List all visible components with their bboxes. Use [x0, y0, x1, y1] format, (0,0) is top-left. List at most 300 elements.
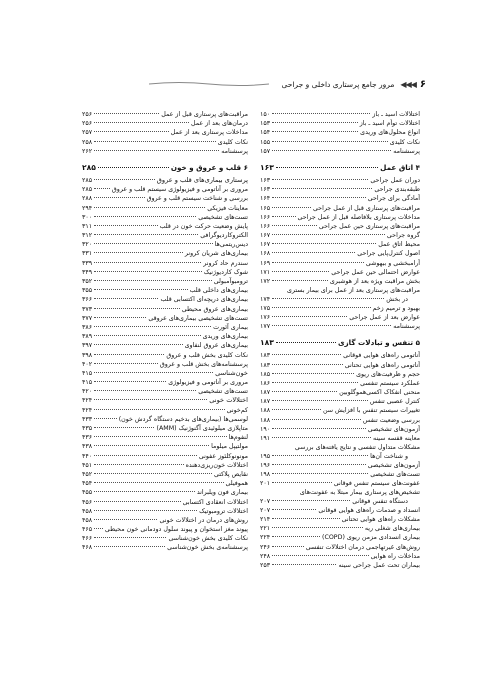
toc-page-number: ۲۴۶ — [260, 543, 271, 551]
toc-page-number: ۴۵۴ — [82, 480, 93, 488]
toc-page-number: ۱۵۷ — [260, 147, 271, 155]
dot-leader — [94, 216, 196, 217]
dot-leader — [94, 141, 216, 142]
toc-page-number: ۱۶۴ — [260, 195, 271, 203]
toc-entry — [260, 397, 420, 406]
toc-entry-title: پرسشنامه — [393, 323, 420, 331]
toc-page-number: ۱۵۵ — [260, 138, 271, 146]
toc-page-number: ۲۰۱ — [260, 480, 271, 488]
toc-page-number: ۴۲۴ — [82, 406, 93, 414]
toc-entry-title: درمان‌های بعد از عمل — [191, 120, 248, 128]
dot-leader — [94, 113, 159, 114]
toc-page-number: ۴۵۲ — [82, 470, 93, 478]
toc-entry-title: بهبود و ترمیم زخم — [372, 304, 420, 312]
toc-page-number: ۱۷۲ — [260, 278, 271, 285]
toc-entry — [260, 313, 420, 322]
dot-leader — [272, 234, 385, 235]
toc-entry — [82, 534, 248, 543]
toc-page-number: ۴۳۸ — [82, 443, 93, 451]
dot-leader — [94, 207, 205, 208]
toc-entry — [260, 268, 420, 277]
dot-leader — [272, 482, 332, 483]
toc-entry — [82, 433, 248, 442]
toc-entry-title: دوران عمل جراحی — [370, 176, 420, 184]
toc-page-number: ۱۸۸ — [260, 416, 271, 424]
toc-entry — [260, 147, 420, 156]
toc-page-number: ۱۹۰ — [260, 425, 271, 433]
toc-entry — [82, 268, 248, 277]
dot-leader — [272, 473, 368, 474]
dot-leader — [94, 409, 225, 410]
dot-leader — [272, 391, 337, 392]
dot-leader — [94, 528, 103, 529]
toc-entry-title: پرسشنامه — [393, 147, 420, 155]
toc-entry-title: تست‌های تشخیصی — [198, 213, 248, 221]
toc-entry-title: بیماری‌های شغلی ریه — [364, 525, 420, 533]
toc-entry — [260, 240, 420, 249]
toc-page-number: ۴۲۴ — [82, 397, 93, 405]
toc-page-number: ۲۵۸ — [82, 138, 93, 146]
toc-entry-title: پرسشنامه — [221, 147, 248, 155]
dot-leader — [94, 271, 202, 272]
toc-entry — [260, 185, 420, 194]
toc-page-number: ۱۶۳ — [260, 176, 271, 184]
toc-entry — [82, 470, 248, 479]
toc-entry — [82, 277, 248, 286]
toc-page-number: ۳۳۱ — [82, 250, 93, 258]
toc-entry — [82, 479, 248, 488]
toc-column-right — [260, 110, 420, 570]
toc-entry — [260, 479, 420, 488]
toc-entry-title: تغییرات سیستم تنفس با افزایش سن — [322, 407, 420, 415]
toc-page-number: ۱۸۵ — [260, 370, 271, 378]
dot-leader — [272, 354, 341, 355]
toc-entry — [82, 507, 248, 516]
dot-leader — [94, 308, 180, 309]
toc-entry — [260, 194, 420, 203]
toc-entry-title: عوارض احتمالی حین عمل جراحی — [331, 268, 420, 276]
toc-entry-title: نکات کلیدی — [389, 138, 420, 146]
dot-leader — [94, 381, 166, 382]
toc-page-number: ۳۷۳ — [82, 305, 93, 313]
toc-entry — [260, 533, 420, 542]
toc-page-number: ۲۵۳ — [260, 562, 271, 570]
dot-leader — [272, 564, 336, 565]
toc-entry — [260, 213, 420, 222]
toc-page-number: ۲۸۵ — [82, 162, 96, 172]
toc-entry-title: بیماری فون ویلبراند — [196, 489, 248, 497]
toc-entry-title: متاپلازی میلوئیدی آگنوژنیک (AMM) — [156, 425, 248, 432]
toc-entry — [82, 442, 248, 451]
toc-entry-title: روش‌های غیرتهاجمی درمان اختلالات تنفسی — [305, 543, 420, 551]
dot-leader — [272, 271, 329, 272]
dot-leader — [272, 122, 358, 123]
dot-leader — [272, 113, 370, 114]
toc-page-number: ۱۵۰ — [260, 111, 271, 118]
toc-entry — [260, 110, 420, 119]
dot-leader — [94, 537, 166, 538]
toc-page-number: ۲۶۲ — [82, 147, 93, 155]
toc-entry — [260, 322, 420, 331]
dot-leader — [94, 243, 212, 244]
toc-page-number: ۳۹۷ — [82, 342, 93, 350]
toc-page-number: ۴۳۳ — [82, 415, 93, 423]
dot-leader — [272, 150, 391, 151]
dot-leader — [94, 188, 110, 189]
dot-leader — [272, 509, 316, 510]
dot-leader — [94, 326, 211, 327]
toc-entry — [82, 222, 248, 231]
toc-page-number: ۱۶۷ — [260, 232, 271, 240]
toc-entry-title: مشکلات متداول تنفسی و نتایج یافته‌های بررسی — [294, 444, 420, 452]
toc-entry-title: هموفیلی — [225, 480, 248, 488]
toc-section-entry — [82, 396, 248, 405]
dot-leader — [272, 546, 304, 547]
toc-entry — [82, 128, 248, 137]
toc-page-number: ۳۵۲ — [82, 278, 93, 285]
toc-entry-title: مونونوکلئوز عفونی — [198, 452, 248, 460]
toc-entry-title: مراقبت‌های پرستاری بعد از عمل برای بیمار بستری — [286, 287, 420, 295]
toc-chapter-entry — [260, 337, 420, 348]
toc-entry-title: خون‌شناسی — [215, 369, 248, 378]
toc-entry-title: شوک کاردیوژنیک — [203, 268, 248, 276]
dot-leader — [272, 555, 368, 556]
toc-entry — [260, 128, 420, 137]
toc-entry-title: اختلالات توأم اسید ـ باز — [359, 120, 420, 128]
toc-entry — [260, 515, 420, 524]
toc-page-number: ۱۷۴ — [260, 295, 271, 303]
toc-entry — [82, 415, 248, 424]
toc-entry — [260, 416, 420, 425]
toc-page-number: ۱۶۵ — [260, 204, 271, 212]
toc-entry-title: مروری بر آناتومی و فیزیولوژی سیستم قلب و عروق — [111, 186, 248, 194]
toc-entry-title: آزمون‌های تشخیصی — [367, 425, 420, 433]
toc-entry-title: بخش مراقبت ویژه بعد از هوشبری — [329, 278, 420, 285]
toc-entry — [82, 360, 248, 369]
toc-page-number: ۳۲۰ — [82, 241, 93, 249]
toc-page-number: ۳۱۲ — [82, 232, 93, 240]
dot-leader — [272, 216, 295, 217]
toc-entry-title: اختلالات اسید ـ باز — [372, 111, 420, 118]
toc-entry-title: اختلالات خون‌ریزی‌دهنده — [185, 461, 248, 469]
dot-leader — [272, 316, 347, 317]
toc-entry — [82, 323, 248, 332]
toc-entry-title: نکات کلیدی — [217, 138, 248, 146]
toc-entry — [260, 488, 420, 496]
dot-leader — [94, 122, 189, 123]
toc-page-number: ۴۳۵ — [82, 425, 93, 432]
toc-entry-title: مداخلات راه هوایی — [370, 552, 420, 560]
toc-entry-title: طبقه‌بندی جراحی — [374, 186, 420, 194]
toc-entry-title: بیماری‌های شریان کرونر — [184, 250, 248, 258]
toc-page-number: ۴۶۸ — [82, 544, 93, 552]
dot-leader — [272, 188, 372, 189]
toc-page-number: ۱۷۱ — [260, 268, 271, 276]
toc-page-number: ۳۸۶ — [82, 323, 93, 331]
toc-page-number: ۲۲۴ — [260, 534, 271, 542]
dot-leader — [272, 428, 366, 429]
dot-leader — [94, 519, 157, 520]
dot-leader — [94, 546, 165, 547]
toc-entry — [82, 204, 248, 213]
dot-leader — [94, 179, 155, 180]
toc-entry-title: لنفوم‌ها — [228, 434, 248, 442]
dot-leader — [272, 207, 311, 208]
dot-leader — [94, 197, 144, 198]
toc-entry — [260, 425, 420, 434]
toc-entry — [260, 497, 420, 506]
toc-page-number: ۱۷۷ — [260, 323, 271, 331]
toc-entry-title: تست‌های تشخیصی بیماری‌های عروقی — [148, 314, 248, 322]
toc-entry — [260, 304, 420, 313]
toc-entry-title: بیماری آئورت — [213, 323, 248, 331]
toc-page-number: ۳۵۵ — [82, 287, 93, 295]
toc-entry-title: آناتومی راه‌های هوایی فوقانی — [343, 352, 420, 360]
dot-leader — [94, 510, 197, 511]
dot-leader — [272, 298, 384, 299]
toc-entry-title: الکتروکاردیوگرافی — [200, 232, 248, 240]
dot-leader — [94, 225, 157, 226]
toc-entry — [82, 249, 248, 258]
dot-leader — [94, 418, 117, 419]
toc-section-entry — [82, 176, 248, 185]
toc-page-number: ۳۶۶ — [82, 296, 93, 304]
toc-page-number: ۴۵۸ — [82, 516, 93, 524]
toc-entry — [82, 387, 248, 396]
toc-page-number: ۴۰۲ — [82, 360, 93, 368]
toc-entry-title: نکات کلیدی بخش خون‌شناسی — [168, 535, 248, 543]
toc-entry — [82, 332, 248, 341]
toc-page-number: ۱۵۳ — [260, 120, 271, 128]
dot-leader — [94, 298, 158, 299]
toc-page-number: ۳۱۱ — [82, 222, 93, 230]
toc-entry-title: عفونت‌های سیستم تنفس فوقانی — [333, 480, 420, 488]
toc-entry — [82, 286, 248, 295]
toc-entry — [260, 277, 420, 286]
toc-page-number: ۳۸۹ — [82, 333, 93, 341]
toc-page-number: ۴۱۵ — [82, 379, 93, 387]
toc-entry-title: آرامبخشی و بیهوشی — [365, 259, 420, 267]
toc-page-number: ۲۵۶ — [82, 111, 93, 118]
toc-entry-title: نکات کلیدی بخش قلب و عروق — [166, 351, 248, 359]
toc-entry — [260, 295, 420, 304]
toc-entry-title: انواع محلول‌های وریدی — [360, 129, 420, 137]
toc-entry-title: نقایص پلاکتی — [214, 470, 248, 478]
toc-page-number: ۱۹۱ — [260, 435, 271, 443]
toc-page-number: ۱۸۳ — [260, 338, 274, 348]
dot-leader — [272, 131, 358, 132]
toc-entry — [260, 461, 420, 470]
toc-entry — [260, 379, 420, 388]
toc-entry-title: حجم و ظرفیت‌های ریوی — [356, 370, 420, 378]
toc-entry-title: لوسمی‌ها (بیماری‌های بدخیم دستگاه گردش خون) — [118, 415, 248, 423]
toc-entry-title: و شناخت آن‌ها — [370, 452, 408, 460]
toc-page-number: ۱۸۶ — [260, 379, 271, 387]
toc-entry — [82, 119, 248, 128]
toc-entry — [260, 543, 420, 552]
dot-leader — [272, 382, 358, 383]
dot-leader — [94, 317, 146, 318]
dot-leader — [272, 536, 320, 537]
toc-entry-title: آزمون‌های تشخیصی — [367, 461, 420, 469]
toc-entry-title: عملکرد سیستم تنفسی — [360, 379, 420, 387]
dot-leader — [272, 179, 368, 180]
toc-page-number: ۱۸۳ — [260, 361, 271, 369]
toc-chapter-entry — [82, 162, 248, 173]
toc-page-number: ۱۹۶ — [260, 461, 271, 469]
decorative-swoosh-icon — [149, 81, 269, 87]
toc-entry-title: بیماری‌های عروق محیطی — [181, 305, 248, 313]
toc-entry — [82, 240, 248, 249]
toc-entry — [82, 543, 248, 552]
toc-page-number: ۴۶۶ — [82, 535, 93, 543]
dot-leader — [94, 427, 154, 428]
toc-page-number: ۱۸۸ — [260, 407, 271, 415]
toc-entry — [260, 222, 420, 231]
toc-entry — [82, 378, 248, 387]
dot-leader — [272, 280, 328, 281]
toc-entry-title: بیماری‌های وریدی — [202, 333, 248, 341]
toc-entry — [82, 488, 248, 497]
toc-page-number: ۱۵۴ — [260, 129, 271, 137]
dot-leader — [272, 307, 370, 308]
toc-entry-title: مراقبت‌های پرستاری قبل از عمل — [161, 111, 248, 118]
toc-page-number: ۲۸۸ — [82, 195, 93, 203]
dot-leader — [98, 167, 169, 168]
toc-page-number: ۴۵۱ — [82, 461, 93, 469]
dot-leader — [272, 464, 366, 465]
toc-page-number: ۲۸۵ — [82, 176, 93, 184]
toc-entry — [82, 231, 248, 240]
toc-entry-title: مداخلات پرستاری بلافاصله قبل از عمل جراحی — [297, 213, 420, 221]
dot-leader — [272, 364, 343, 365]
toc-page-number: ۲۸۵ — [82, 186, 93, 194]
toc-page-number: ۱۶۳ — [260, 186, 271, 194]
toc-entry — [82, 147, 248, 156]
toc-entry-title: مراقبت‌های پرستاری قبل از عمل جراحی — [312, 204, 420, 212]
dot-leader — [272, 409, 321, 410]
dot-leader — [94, 436, 226, 437]
toc-entry-title: آناتومی راه‌های هوایی تحتانی — [344, 361, 420, 369]
toc-entry — [260, 204, 420, 213]
toc-page-number: ۳۴۹ — [82, 268, 93, 276]
dot-leader — [272, 400, 368, 401]
toc-page-number: ۱۶۶ — [260, 213, 271, 221]
toc-entry-title: گروه جراحی — [386, 232, 420, 240]
toc-page-number: ۲۰۷ — [260, 506, 271, 514]
toc-page-number: ۴۱۵ — [82, 369, 93, 377]
toc-entry — [82, 424, 248, 433]
toc-entry-title: بررسی و شناخت سیستم قلب و عروق — [146, 195, 248, 203]
toc-entry-title: اصول کنترل‌پایی جراحی — [357, 250, 420, 258]
running-title: مرور جامع پرستاری داخلی و جراحی — [281, 79, 395, 89]
toc-entry-title: معاینه قفسه سینه — [372, 435, 420, 443]
toc-entry — [260, 506, 420, 515]
toc-entry — [260, 434, 420, 443]
toc-entry-title: روش‌های درمان در اختلالات خونی — [159, 516, 248, 524]
dot-leader — [272, 455, 368, 456]
dot-leader — [94, 131, 168, 132]
toc-entry-title: مشکلات راه‌های هوایی تحتانی — [341, 516, 420, 524]
toc-page-number: ۴۳۶ — [82, 434, 93, 442]
dot-leader — [94, 335, 200, 336]
toc-entry-title: کنترل عصبی تنفس — [369, 398, 420, 406]
toc-entry-title: در بخش — [386, 295, 408, 303]
dot-leader — [94, 280, 212, 281]
toc-page-number: ۱۸۷ — [260, 389, 271, 397]
toc-entry — [260, 443, 420, 451]
page-number: ۶ — [419, 78, 426, 90]
toc-column-left — [82, 110, 248, 553]
dot-leader — [272, 225, 317, 226]
toc-entry — [82, 213, 248, 222]
toc-page-number: ۱۸۳ — [260, 352, 271, 360]
dot-leader — [94, 501, 180, 502]
toc-page-number: ۱۶۷ — [260, 241, 271, 249]
toc-page-number: ۲۹۴ — [82, 204, 93, 212]
toc-entry — [82, 516, 248, 525]
dot-leader — [94, 491, 195, 492]
toc-entry — [82, 341, 248, 350]
toc-chapter-entry — [260, 162, 420, 173]
toc-entry — [260, 452, 420, 461]
toc-entry — [82, 452, 248, 461]
dot-leader — [272, 500, 350, 501]
toc-entry — [260, 259, 420, 268]
toc-page-number: ۳۷۷ — [82, 314, 93, 322]
toc-entry — [260, 231, 420, 240]
dot-leader — [94, 473, 212, 474]
dot-leader — [94, 344, 182, 345]
dot-leader — [94, 445, 209, 446]
toc-entry — [82, 305, 248, 314]
toc-entry-title: ۵ تنفس و تبادلات گازی — [337, 338, 420, 348]
toc-entry — [260, 249, 420, 258]
dot-leader — [272, 437, 371, 438]
toc-page-number: ۱۷۶ — [260, 313, 271, 321]
toc-entry-title: دستگاه تنفس فوقانی — [352, 497, 408, 505]
toc-entry-title: اختلالات انعقادی اکتسابی — [182, 498, 248, 506]
toc-entry — [82, 295, 248, 304]
toc-entry-title: اختلالات ترومبوتیک — [199, 507, 248, 515]
toc-entry-title: منحنی انفکاک اکسی‌هموگلوبین — [339, 389, 420, 397]
toc-entry-title: ترومبوآمبولی — [213, 278, 248, 285]
toc-page-number: ۴۴۰ — [82, 452, 93, 460]
toc-entry — [260, 370, 420, 379]
toc-page-number: ۱۶۳ — [260, 162, 274, 172]
toc-entry — [260, 470, 420, 479]
dot-leader — [94, 363, 158, 364]
toc-entry — [82, 498, 248, 507]
toc-entry-title: آمادگی برای جراحی — [367, 195, 420, 203]
toc-entry — [260, 138, 420, 147]
dot-leader — [272, 262, 364, 263]
toc-entry — [260, 388, 420, 397]
toc-page-number: ۲۲۱ — [260, 525, 271, 533]
toc-section-entry — [82, 369, 248, 378]
toc-entry-title: تشخیص‌های پرستاری بیمار مبتلا به عفونت‌های — [299, 489, 420, 497]
toc-page-number: ۱۷۵ — [260, 304, 271, 312]
toc-entry-title: دیس‌ریتمی‌ها — [214, 241, 248, 249]
toc-page-number: ۳۳۹ — [82, 259, 93, 267]
toc-entry — [82, 138, 248, 147]
toc-entry — [260, 524, 420, 533]
toc-entry-title: پایش وضعیت حرکت خون در قلب — [159, 222, 248, 230]
toc-entry-title: سندرم حاد کرونر — [203, 259, 248, 267]
toc-entry-title: اختلالات خونی — [209, 396, 248, 405]
toc-page-number: ۲۴۸ — [260, 552, 271, 560]
toc-page-number: ۱۶۹ — [260, 259, 271, 267]
